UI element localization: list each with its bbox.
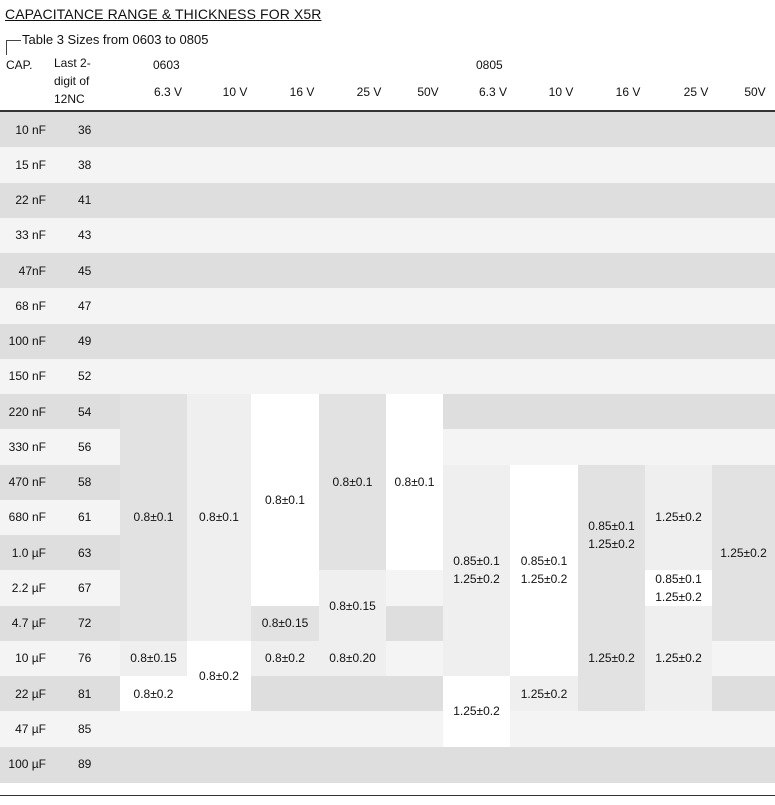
thickness-value: 0.8±0.15 [261, 616, 309, 631]
nc-digits: 43 [78, 228, 92, 243]
nc-digits: 56 [78, 439, 92, 454]
thickness-value: 0.8±0.1 [394, 475, 435, 490]
cap-value: 100 nF [8, 334, 46, 349]
thickness-value: 1.25±0.2 [655, 589, 702, 604]
header-nc-line1: Last 2- [54, 56, 91, 70]
nc-digits: 41 [78, 193, 92, 208]
thickness-cell [510, 465, 578, 677]
nc-digits: 58 [78, 475, 92, 490]
nc-digits: 61 [78, 510, 92, 525]
table-row [0, 147, 775, 183]
header-voltage: 50V [744, 85, 766, 99]
cap-value: 33 nF [15, 228, 46, 243]
thickness-cell [510, 676, 578, 711]
thickness-value: 0.85±0.1 [453, 554, 500, 569]
cap-value: 330 nF [8, 439, 46, 454]
cap-value: 2.2 µF [11, 580, 46, 595]
thickness-value: 1.25±0.2 [453, 704, 500, 719]
table-row [0, 359, 775, 395]
thickness-value: 0.85±0.1 [520, 554, 568, 569]
thickness-value: 0.8±0.1 [332, 475, 373, 490]
nc-digits: 85 [78, 721, 92, 736]
table-row [0, 747, 775, 783]
header-nc-line3: 12NC [54, 92, 85, 106]
cap-value: 10 nF [15, 122, 46, 137]
table-row [0, 112, 775, 148]
header-voltage: 10 V [222, 85, 248, 99]
table-row [0, 253, 775, 289]
thickness-value: 0.8±0.2 [199, 669, 239, 683]
header-size-0603: 0603 [153, 58, 180, 72]
thickness-cell [120, 641, 187, 676]
table-row [0, 183, 775, 219]
cap-value: 68 nF [15, 298, 46, 313]
thickness-cell [187, 394, 251, 641]
header-voltage: 25 V [683, 85, 709, 99]
cap-value: 22 µF [15, 686, 46, 701]
nc-digits: 45 [78, 263, 92, 278]
table-caption: Table 3 Sizes from 0603 to 0805 [22, 32, 209, 47]
thickness-cell [645, 465, 712, 571]
cap-value: 4.7 µF [11, 616, 46, 631]
thickness-cell [645, 570, 712, 605]
cap-value: 47 µF [15, 721, 46, 736]
header-voltage: 16 V [615, 85, 641, 99]
thickness-cell [578, 465, 645, 606]
nc-digits: 81 [78, 686, 92, 701]
header-size-0805: 0805 [476, 58, 503, 72]
thickness-cell [251, 606, 319, 641]
table-row [0, 711, 775, 747]
cap-value: 100 µF [8, 757, 46, 772]
thickness-cell [187, 641, 251, 712]
table-row [0, 218, 775, 254]
table-row [0, 288, 775, 324]
header-voltage: 6.3 V [153, 85, 183, 99]
cap-value: 220 nF [8, 404, 46, 419]
nc-digits: 36 [78, 122, 92, 137]
thickness-value: 0.8±0.2 [265, 651, 305, 666]
nc-digits: 72 [78, 616, 92, 631]
thickness-cell [578, 606, 645, 712]
nc-digits: 54 [78, 404, 92, 419]
thickness-cell [319, 570, 386, 641]
nc-digits: 76 [78, 651, 92, 666]
thickness-cell [251, 394, 319, 606]
header-voltage: 6.3 V [478, 85, 508, 99]
thickness-cell [251, 641, 319, 676]
thickness-value: 0.8±0.2 [133, 686, 174, 701]
thickness-value: 0.8±0.1 [133, 510, 174, 525]
cap-value: 22 nF [15, 193, 46, 208]
thickness-value: 0.8±0.20 [329, 651, 376, 666]
nc-digits: 38 [78, 157, 92, 172]
thickness-value: 1.25±0.2 [720, 545, 767, 560]
nc-digits: 47 [78, 298, 92, 313]
cap-value: 1.0 µF [11, 545, 46, 560]
header-nc-line2: digit of [54, 74, 90, 88]
thickness-value: 0.8±0.15 [130, 651, 177, 666]
thickness-cell [443, 676, 510, 747]
thickness-cell [443, 465, 510, 677]
thickness-value: 0.8±0.1 [265, 492, 305, 507]
thickness-cell [386, 394, 443, 570]
thickness-value: 0.8±0.1 [199, 510, 239, 525]
caption-bracket [6, 40, 21, 55]
thickness-value: 0.85±0.1 [588, 519, 635, 533]
thickness-value: 1.25±0.2 [655, 510, 702, 525]
cap-value: 15 nF [15, 157, 46, 172]
thickness-value: 0.8±0.15 [329, 598, 376, 613]
thickness-value: 1.25±0.2 [655, 651, 702, 666]
thickness-value: 1.25±0.2 [520, 572, 568, 587]
thickness-value: 1.25±0.2 [588, 651, 635, 666]
header-voltage: 16 V [289, 85, 315, 99]
header-voltage: 25 V [356, 85, 382, 99]
nc-digits: 67 [78, 580, 92, 595]
thickness-cell [645, 606, 712, 712]
table-bottom-border [0, 795, 775, 796]
table-row [0, 324, 775, 360]
cap-value: 680 nF [8, 510, 46, 525]
table-title: CAPACITANCE RANGE & THICKNESS FOR X5R [5, 6, 322, 22]
thickness-cell [319, 394, 386, 570]
cap-value: 10 µF [15, 651, 46, 666]
thickness-cell [120, 394, 187, 641]
thickness-value: 1.25±0.2 [520, 686, 568, 701]
header-voltage: 50V [417, 85, 439, 99]
thickness-cell [319, 641, 386, 676]
nc-digits: 49 [78, 334, 92, 349]
nc-digits: 63 [78, 545, 92, 560]
nc-digits: 52 [78, 369, 92, 384]
cap-value: 470 nF [8, 475, 46, 490]
thickness-cell [712, 465, 775, 641]
thickness-value: 1.25±0.2 [453, 572, 500, 587]
thickness-value: 1.25±0.2 [588, 537, 635, 551]
thickness-cell [120, 676, 187, 711]
header-voltage: 10 V [548, 85, 574, 99]
cap-value: 150 nF [8, 369, 46, 384]
nc-digits: 89 [78, 757, 92, 772]
thickness-value: 0.85±0.1 [655, 571, 702, 586]
cap-value: 47nF [18, 263, 46, 278]
header-cap: CAP. [6, 58, 33, 72]
